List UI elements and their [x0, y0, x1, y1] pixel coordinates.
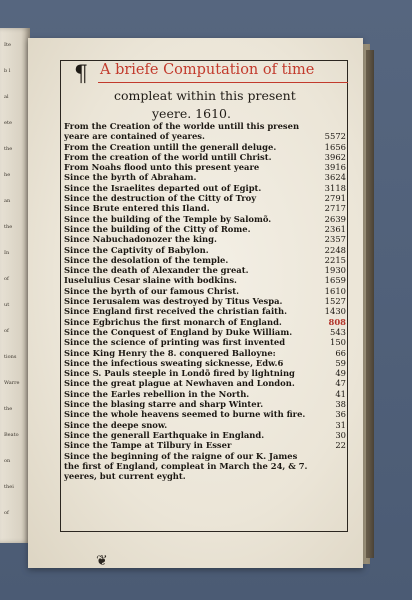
entry-text: Since the beginning of the raigne of our K. James: [64, 450, 298, 461]
entry-years: 31: [335, 419, 346, 430]
list-item: [64, 451, 346, 461]
left-page-text-fragment: of: [4, 510, 9, 516]
title-line-2: compleat within this present: [114, 88, 296, 103]
left-page-text-fragment: ut: [4, 302, 10, 308]
list-item: [64, 245, 346, 255]
entry-text: Since the science of printing was first invented: [64, 337, 286, 348]
left-facing-page: [0, 28, 30, 543]
list-item: [64, 399, 346, 409]
entry-text: Since Ierusalem was destroyed by Titus Vespa.: [64, 296, 283, 307]
entry-text: Since Brute entered this Iland.: [64, 203, 210, 214]
entry-text: Since the destruction of the Citty of Troy: [64, 193, 257, 204]
entry-text: Iuselulius Cesar slaine with bodkins.: [64, 275, 237, 286]
entry-years: 3118: [324, 182, 346, 193]
entry-years: 22: [335, 440, 346, 451]
entry-years: 49: [335, 368, 346, 379]
pilcrow-mark: ¶: [74, 62, 88, 87]
entry-text: Since the death of Alexander the great.: [64, 265, 249, 276]
list-item: [64, 275, 346, 285]
entry-years: 3962: [324, 151, 346, 162]
left-page-text-fragment: Warre: [4, 380, 20, 386]
left-page-text-fragment: on: [4, 458, 11, 464]
list-item: [64, 286, 346, 296]
entry-years: 30: [335, 429, 346, 440]
entry-years: 66: [335, 347, 346, 358]
list-item: [64, 152, 346, 162]
left-page-text-fragment: b l: [4, 68, 11, 74]
left-page-text-fragment: tions: [4, 354, 17, 360]
list-item: [64, 296, 346, 306]
left-page-text-fragment: al: [4, 94, 9, 100]
entry-text: Since Egbrichus the first monarch of England.: [64, 316, 282, 327]
list-item: [64, 265, 346, 275]
entry-years: 59: [335, 357, 346, 368]
entry-text: Since King Henry the 8. conquered Balloyne:: [64, 347, 276, 358]
entry-years: 1930: [324, 265, 346, 276]
entry-text: Since the blasing starre and sharp Winter.: [64, 399, 264, 410]
entry-years: 5572: [324, 131, 346, 142]
list-item: [64, 162, 346, 172]
entry-text: Since the deepe snow.: [64, 419, 168, 430]
list-item: [64, 440, 346, 450]
list-item: [64, 193, 346, 203]
list-item: [64, 214, 346, 224]
entry-text: Since the Earles rebellion in the North.: [64, 388, 250, 399]
entry-years: 2248: [324, 244, 346, 255]
title-line-3: yeere. 1610.: [152, 106, 231, 121]
entry-text: Since the infectious sweating sicknesse, Edw.6: [64, 357, 284, 368]
list-item: [64, 430, 346, 440]
list-item: [64, 409, 346, 419]
list-item: [64, 337, 346, 347]
page-title: A briefe Computation of time: [100, 62, 315, 78]
list-item: [64, 183, 346, 193]
list-item: [64, 142, 346, 152]
list-item: [64, 234, 346, 244]
list-item: [64, 255, 346, 265]
left-page-text-fragment: Beato: [4, 432, 19, 438]
entry-text: yeare are contained of yeares.: [64, 131, 205, 142]
entry-years: 2361: [324, 223, 346, 234]
entry-years: 2357: [324, 234, 346, 245]
entry-text: Since the desolation of the temple.: [64, 254, 229, 265]
entry-years: 2215: [324, 254, 346, 265]
entry-years: 2639: [324, 213, 346, 224]
left-page-text-fragment: he: [4, 172, 11, 178]
left-page-text-fragment: ete: [4, 120, 12, 126]
entry-years: 1656: [324, 141, 346, 152]
left-page-text-fragment: Ite: [4, 42, 11, 48]
list-item: [64, 172, 346, 182]
entry-years: 3916: [324, 162, 346, 173]
list-item: [64, 348, 346, 358]
entry-text: Since the great plague at Newhaven and London.: [64, 378, 295, 389]
list-item: [64, 461, 346, 471]
list-item: [64, 420, 346, 430]
entry-years: 543: [330, 326, 346, 337]
left-page-text-fragment: In: [4, 250, 10, 256]
entry-text: Since England first received the christian faith.: [64, 306, 288, 317]
entry-text: Since the Israelites departed out of Egipt.: [64, 182, 262, 193]
entry-text: From the creation of the world untill Christ.: [64, 151, 272, 162]
entry-text: Since Nabuchadonozer the king.: [64, 234, 217, 245]
list-item: [64, 317, 346, 327]
entry-years: 1610: [324, 285, 346, 296]
book-page: [28, 38, 363, 568]
list-item: [64, 358, 346, 368]
entry-text: Since the whole heavens seemed to burne with fire.: [64, 409, 306, 420]
entry-text: Since S. Pauls steeple in Londõ fired by lightning: [64, 368, 295, 379]
entry-text: Since the Tampe at Tilbury in Esser: [64, 440, 232, 451]
left-page-text-fragment: of: [4, 328, 9, 334]
entry-years: 1527: [324, 296, 346, 307]
list-item: [64, 121, 346, 131]
entry-years: 808: [328, 316, 346, 327]
list-item: [64, 306, 346, 316]
list-item: [64, 389, 346, 399]
title-rule: [98, 82, 348, 83]
entry-years: 2791: [324, 193, 346, 204]
list-item: [64, 368, 346, 378]
list-item: [64, 378, 346, 388]
entry-years: 2717: [324, 203, 346, 214]
left-page-text-fragment: of: [4, 276, 9, 282]
list-item: [64, 203, 346, 213]
printer-ornament-icon: ❦: [96, 553, 108, 569]
entry-years: 47: [335, 378, 346, 389]
entry-text: Since the generall Earthquake in England.: [64, 429, 265, 440]
entry-years: 150: [330, 337, 346, 348]
left-page-text-fragment: the: [4, 406, 13, 412]
computation-list: [64, 121, 346, 481]
entry-text: the first of England, compleat in March the 24, & 7.: [64, 460, 308, 471]
entry-years: 36: [335, 409, 346, 420]
entry-text: Since the Conquest of England by Duke William.: [64, 326, 293, 337]
list-item: [64, 131, 346, 141]
left-page-text-fragment: the: [4, 224, 13, 230]
entry-text: Since the byrth of Abraham.: [64, 172, 197, 183]
list-item: [64, 224, 346, 234]
entry-years: 41: [335, 388, 346, 399]
entry-text: yeeres, but current eyght.: [64, 471, 186, 482]
entry-text: From the Creation untill the generall deluge.: [64, 141, 277, 152]
book-cover-edge: [366, 50, 374, 558]
entry-text: From Noahs flood unto this present yeare: [64, 162, 260, 173]
entry-years: 38: [335, 399, 346, 410]
entry-text: From the Creation of the worlde untill this presen: [64, 121, 300, 131]
left-page-text-fragment: thei: [4, 484, 14, 490]
left-page-text-fragment: an: [4, 198, 11, 204]
entry-years: 1659: [324, 275, 346, 286]
entry-text: Since the building of the Citty of Rome.: [64, 223, 251, 234]
entry-years: 1430: [324, 306, 346, 317]
entry-text: Since the byrth of our famous Christ.: [64, 285, 240, 296]
entry-text: Since the Captivity of Babylon.: [64, 244, 209, 255]
list-item: [64, 327, 346, 337]
entry-text: Since the building of the Temple by Salomõ.: [64, 213, 272, 224]
left-page-text-fragment: the: [4, 146, 13, 152]
list-item: [64, 471, 346, 481]
entry-years: 3624: [324, 172, 346, 183]
